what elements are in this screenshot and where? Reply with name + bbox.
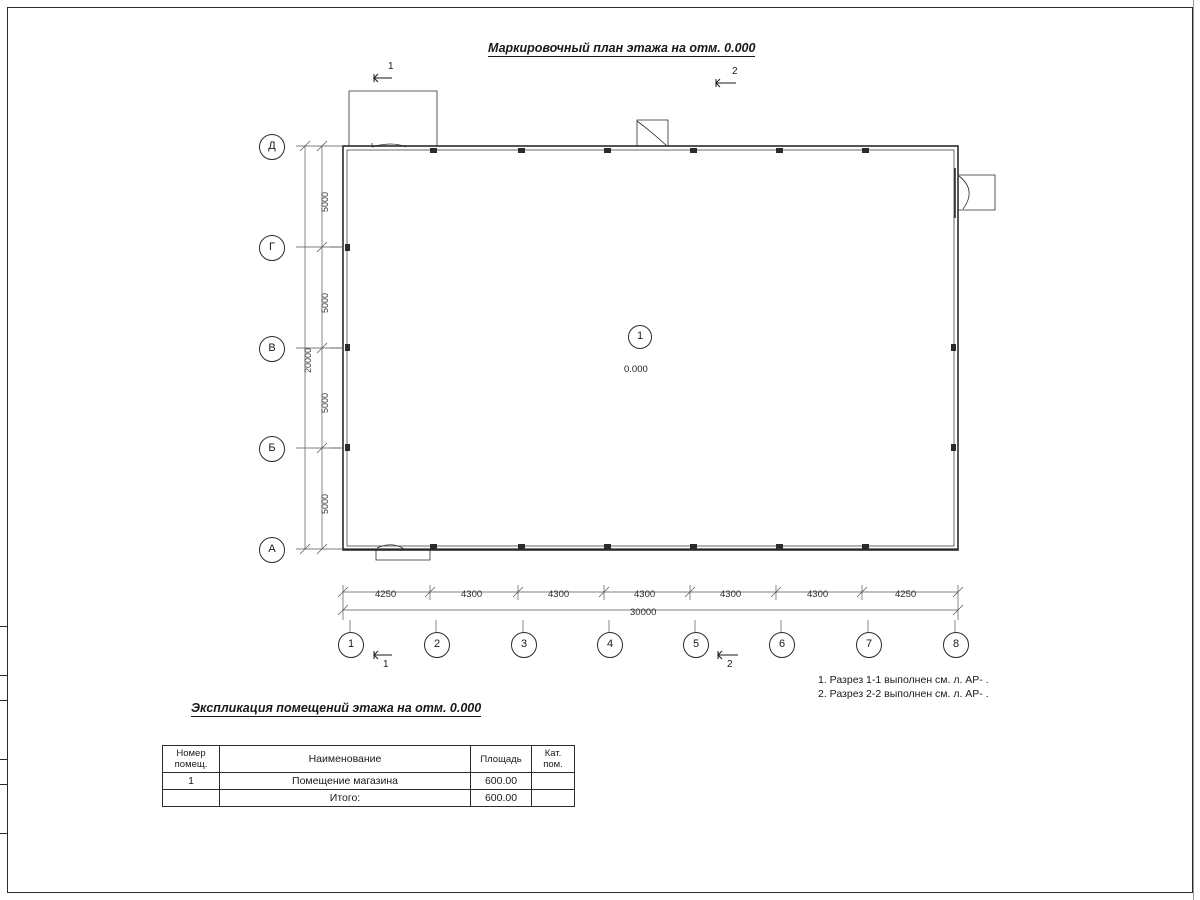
vertical-dimension-2: 5000 [320, 292, 330, 313]
header-area: Площадь [471, 746, 532, 773]
header-room-number [163, 746, 220, 773]
section-mark-2-bottom-number: 2 [727, 659, 733, 670]
cell-room-number: 1 [163, 773, 220, 790]
axis-bubble-7: 7 [856, 632, 882, 658]
explication-title: Экспликация помещений этажа на отм. 0.000 [191, 701, 482, 715]
axis-bubble-4: 4 [597, 632, 623, 658]
axis-bubble-2: 2 [424, 632, 450, 658]
axis-bubble-a: А [259, 537, 285, 563]
vertical-dimension-1: 5000 [320, 191, 330, 212]
horizontal-dimension-2: 4300 [461, 589, 483, 600]
header-category-line1: Кат. [544, 748, 562, 759]
room-level-mark: 0.000 [624, 364, 648, 375]
note-2: 2. Разрез 2-2 выполнен см. л. АР- . [818, 688, 989, 700]
header-room-number-line2: помещ. [174, 759, 208, 770]
cell-room-area: 600.00 [471, 773, 532, 790]
cell-total-empty [163, 790, 220, 807]
vertical-dimension-4: 5000 [320, 493, 330, 514]
header-room-number-line1: Номер [176, 748, 206, 759]
horizontal-dimension-3: 4300 [548, 589, 570, 600]
horizontal-dimension-7: 4250 [895, 589, 917, 600]
axis-bubble-g: Г [259, 235, 285, 261]
axis-bubble-1: 1 [338, 632, 364, 658]
drawing-notes [818, 673, 989, 701]
axis-bubble-d: Д [259, 134, 285, 160]
cell-total-category [532, 790, 575, 807]
header-name: Наименование [220, 746, 471, 773]
header-category [532, 746, 575, 773]
axis-bubble-v: В [259, 336, 285, 362]
table-row [163, 773, 575, 790]
axis-bubble-3: 3 [511, 632, 537, 658]
vertical-dimension-3: 5000 [320, 392, 330, 413]
horizontal-dimension-1: 4250 [375, 589, 397, 600]
axis-bubble-8: 8 [943, 632, 969, 658]
plan-title: Маркировочный план этажа на отм. 0.000 [488, 41, 756, 55]
table-total-row [163, 790, 575, 807]
axis-bubble-b: Б [259, 436, 285, 462]
header-category-line2: пом. [543, 759, 563, 770]
note-1: 1. Разрез 1-1 выполнен см. л. АР- . [818, 674, 989, 686]
section-mark-1-bottom-number: 1 [383, 659, 389, 670]
axis-bubble-5: 5 [683, 632, 709, 658]
vertical-dimension-total: 20000 [303, 347, 313, 373]
cell-room-name: Помещение магазина [220, 773, 471, 790]
explication-table [162, 745, 575, 807]
cell-total-label: Итого: [220, 790, 471, 807]
section-mark-2-top-number: 2 [732, 66, 738, 77]
section-mark-1-top-number: 1 [388, 61, 394, 72]
horizontal-dimension-total: 30000 [630, 607, 657, 618]
horizontal-dimension-6: 4300 [807, 589, 829, 600]
cell-total-area: 600.00 [471, 790, 532, 807]
room-number-tag: 1 [628, 325, 652, 349]
axis-bubble-6: 6 [769, 632, 795, 658]
horizontal-dimension-5: 4300 [720, 589, 742, 600]
horizontal-dimension-4: 4300 [634, 589, 656, 600]
table-header-row [163, 746, 575, 773]
cell-room-category [532, 773, 575, 790]
